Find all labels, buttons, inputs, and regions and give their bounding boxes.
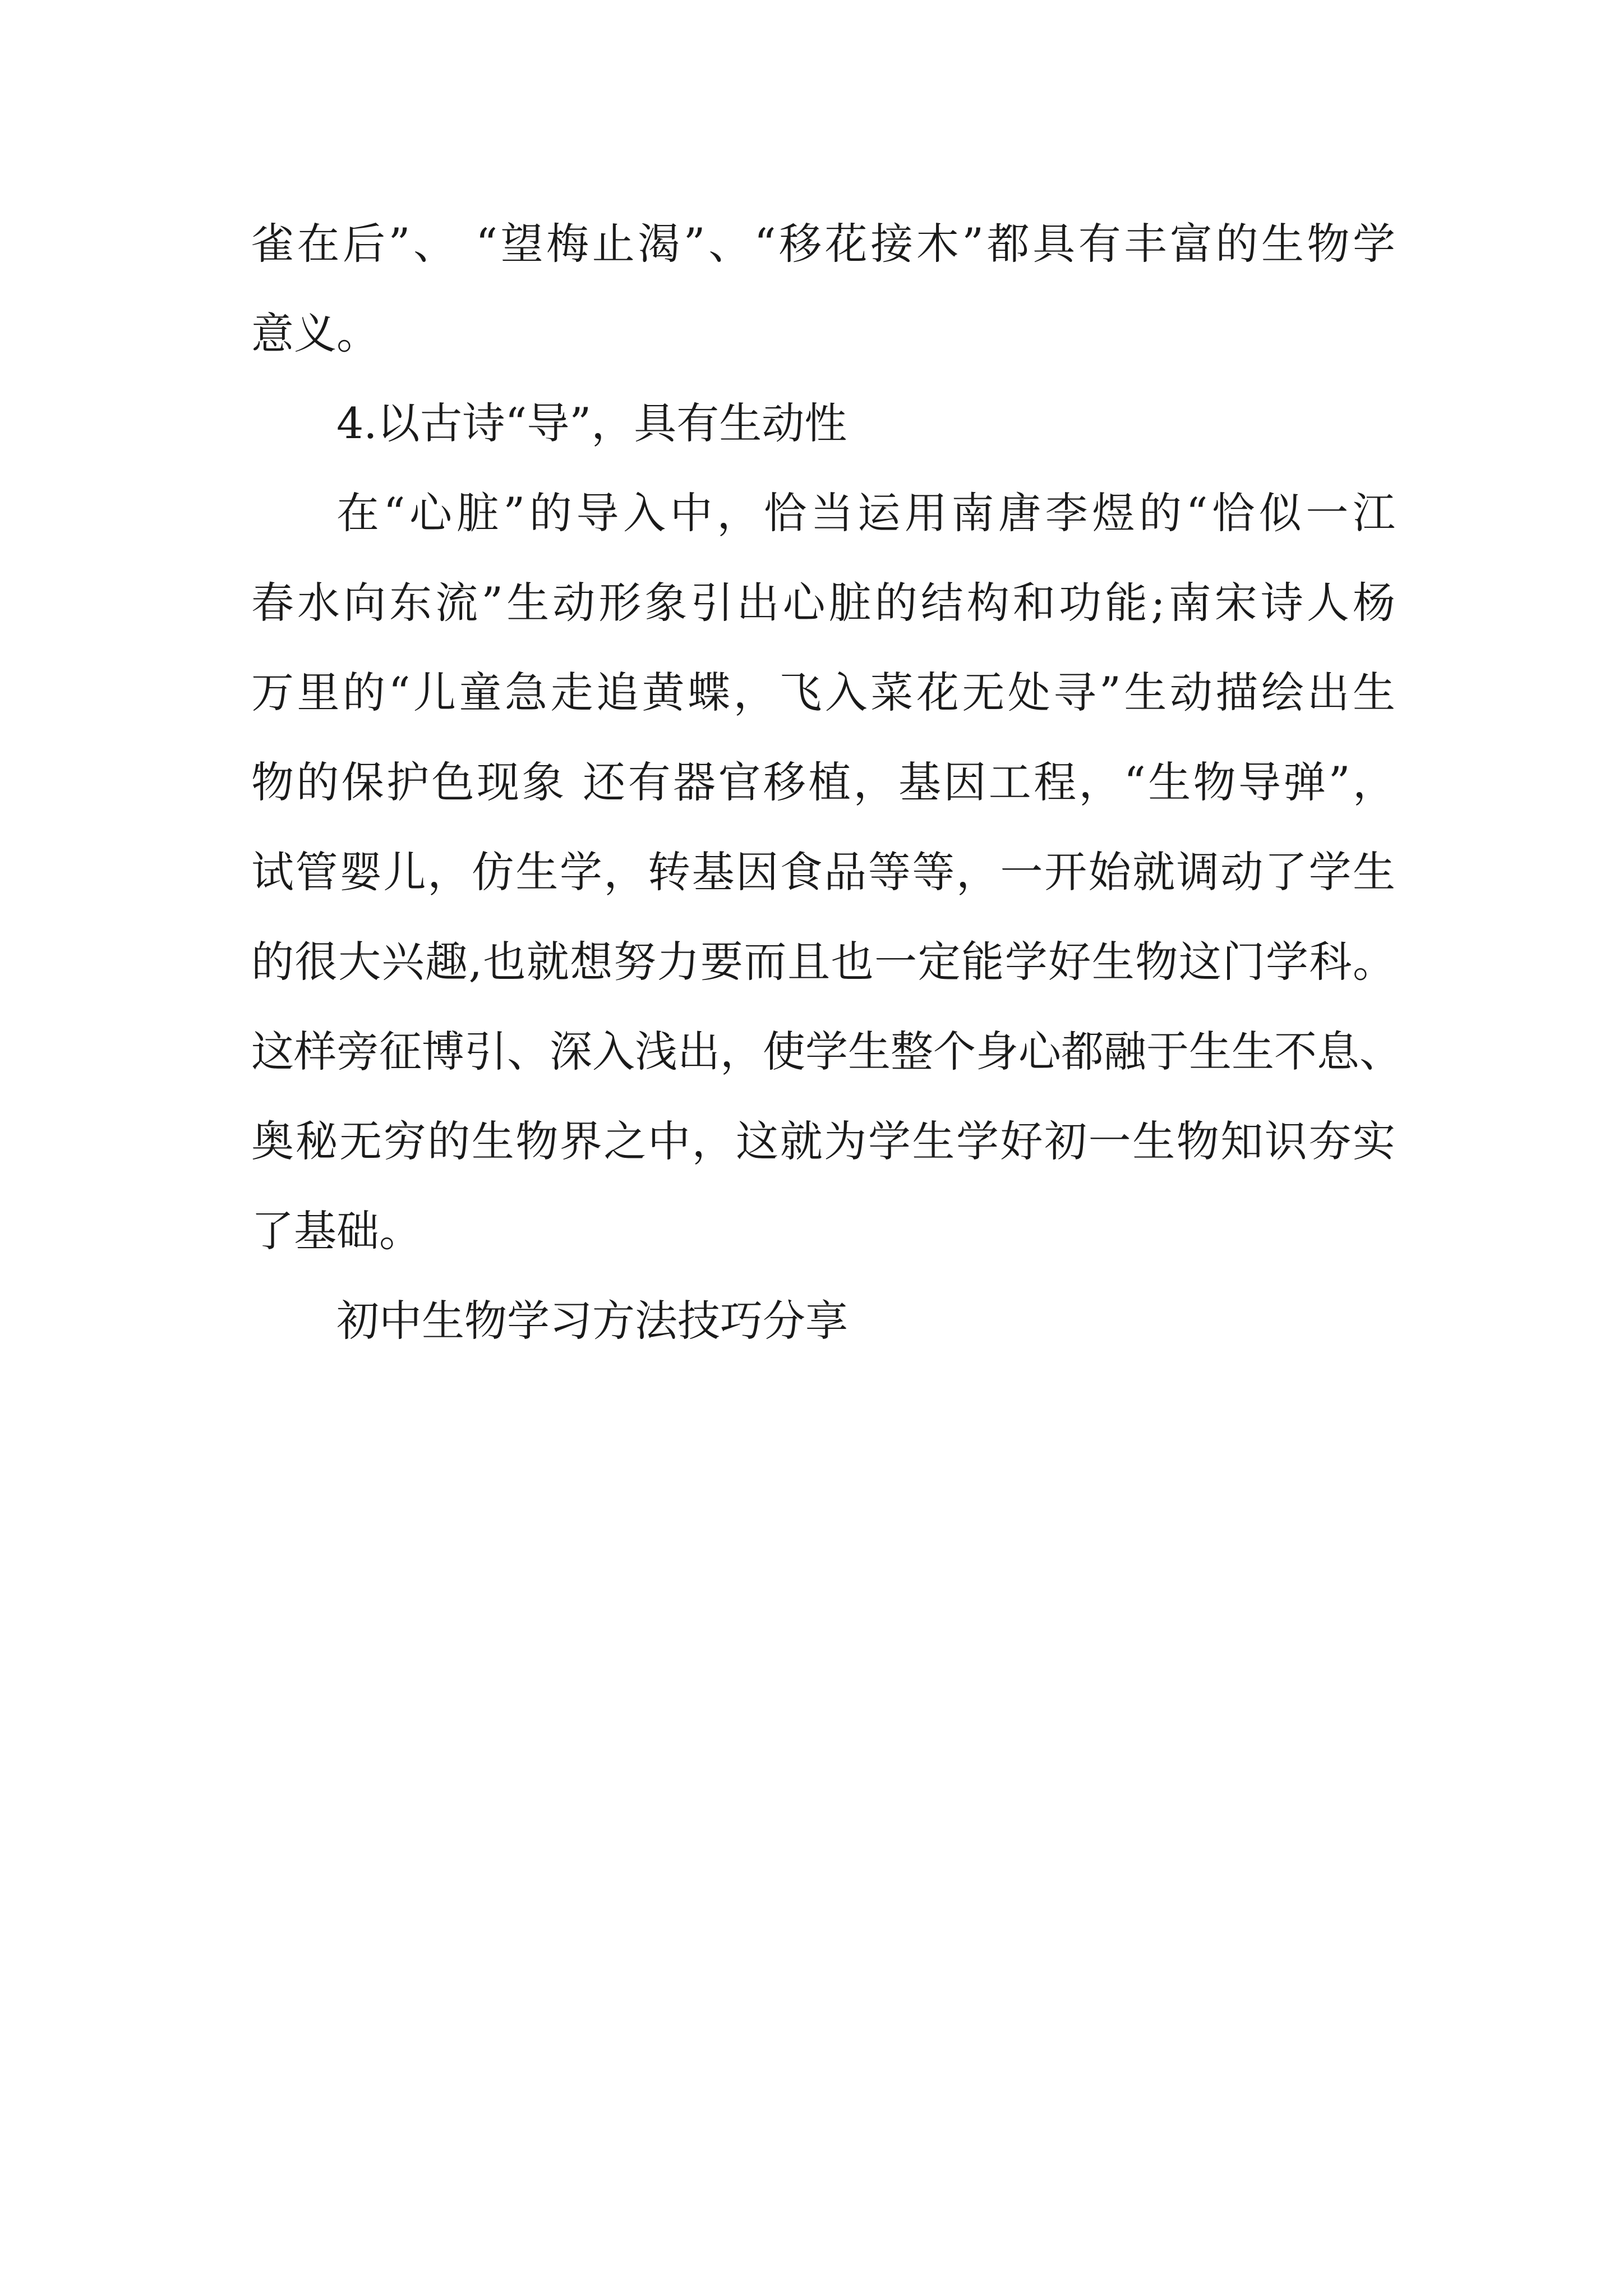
text-line-2: 意义。 (251, 309, 379, 358)
section-heading: 4.以古诗“导”，具有生动性 (336, 398, 847, 448)
document-body (251, 199, 1402, 1366)
next-section-title: 初中生物学习方法技巧分享 (336, 1296, 848, 1346)
paragraph-first-line: 在“心脏”的导入中，恰当运用南唐李煜的“恰似一江 (336, 488, 1395, 538)
text-line-11: 奥秘无穷的生物界之中，这就为学生学好初一生物知识夯实 (251, 1116, 1395, 1166)
text-line-5: 春水向东流”生动形象引出心脏的结构和功能;南宋诗人杨 (251, 578, 1395, 628)
text-line-10: 这样旁征博引、深入浅出，使学生整个身心都融于生生不息、 (251, 1027, 1402, 1076)
text-line-8: 试管婴儿，仿生学，转基因食品等等，一开始就调动了学生 (251, 847, 1395, 897)
text-line-1: 雀在后”、 “望梅止渴”、“移花接木”都具有丰富的生物学 (251, 219, 1395, 269)
text-line-12: 了基础。 (251, 1206, 422, 1256)
text-line-6: 万里的“儿童急走追黄蝶，飞入菜花无处寻”生动描绘出生 (251, 668, 1395, 717)
text-line-9: 的很大兴趣,也就想努力要而且也一定能学好生物这门学科。 (251, 937, 1395, 987)
text-line-7: 物的保护色现象 还有器官移植，基因工程，“生物导弹”， (251, 757, 1395, 807)
